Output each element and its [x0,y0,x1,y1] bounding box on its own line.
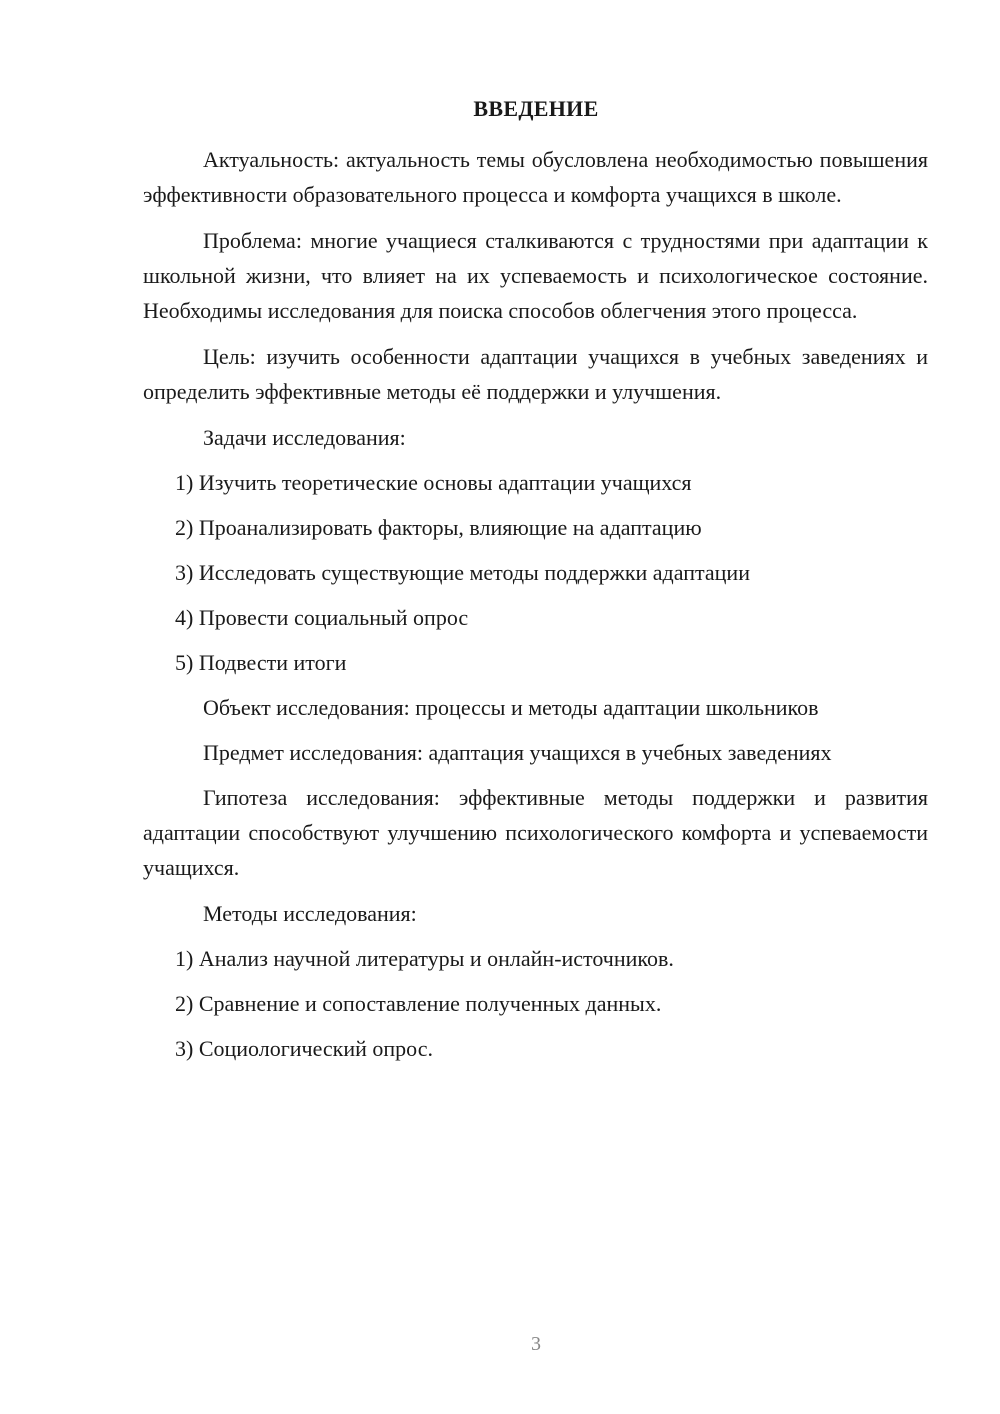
page-number: 3 [531,1333,541,1355]
list-item: 4) Провести социальный опрос [175,605,469,630]
methods-list [143,941,928,1066]
document-body [143,142,928,1076]
subject-paragraph: Предмет исследования: адаптация учащихся в учебных заведениях [203,740,832,765]
list-item: 1) Изучить теоретические основы адаптации учащихся [175,470,692,495]
hypothesis-paragraph: Гипотеза исследования: эффективные методы поддержки и развития адаптации способствуют улучшению психологического комфорта и успеваемости учащихся. [143,785,928,880]
list-item: 5) Подвести итоги [175,650,347,675]
list-item: 2) Проанализировать факторы, влияющие на адаптацию [175,515,702,540]
object-paragraph: Объект исследования: процессы и методы адаптации школьников [203,695,819,720]
list-item: 1) Анализ научной литературы и онлайн-источников. [175,946,674,971]
goal-paragraph: Цель: изучить особенности адаптации учащихся в учебных заведениях и определить эффективные методы её поддержки и улучшения. [143,344,928,404]
list-item: 3) Исследовать существующие методы поддержки адаптации [175,560,750,585]
problem-paragraph: Проблема: многие учащиеся сталкиваются с трудностями при адаптации к школьной жизни, что влияет на их успеваемость и психологическое состояние. Необходимы исследования для поиска способов облегчения этого процесса. [143,228,928,323]
list-item: 3) Социологический опрос. [175,1036,433,1061]
tasks-list [143,465,928,680]
page-title: ВВЕДЕНИЕ [473,96,599,121]
relevance-paragraph: Актуальность: актуальность темы обусловлена необходимостью повышения эффективности образовательного процесса и комфорта учащихся в школе. [143,147,928,207]
list-item: 2) Сравнение и сопоставление полученных данных. [175,991,662,1016]
methods-heading: Методы исследования: [203,901,417,926]
tasks-heading: Задачи исследования: [203,425,406,450]
